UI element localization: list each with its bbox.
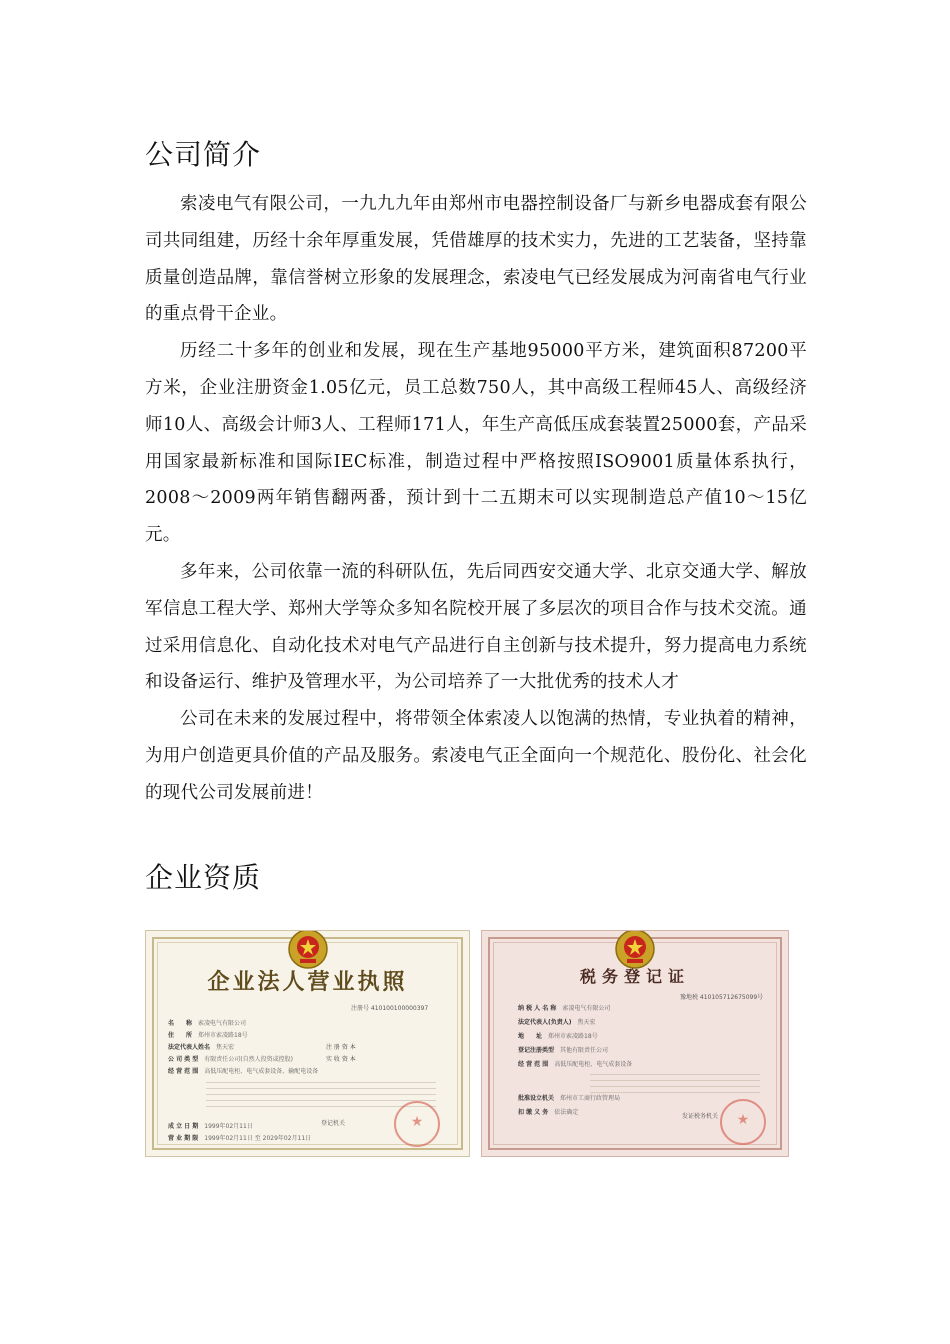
field-row [518,1107,578,1116]
field-label: 扣 缴 义 务 [518,1109,549,1116]
scope-text-lines [590,1069,760,1093]
field-value: 高低压配电柜、电气成套设备、输配电设备 [204,1068,319,1075]
field-value: 焦天宏 [216,1044,235,1051]
field-label: 地 址 [518,1033,543,1040]
date-value: 1999年02月11日 [204,1123,253,1130]
paragraph: 多年来，公司依靠一流的科研队伍，先后同西安交通大学、北京交通大学、解放军信息工程大学、郑州大学等众多知名院校开展了多层次的项目合作与技术交流。通过采用信息化、自动化技术对电气产品进行自主创新与技术提升，努力提高电力系统和设备运行、维护及管理水平，为公司培养了一大批优秀的技术人才 [145,561,807,693]
registration-number: 注册号 410100100000397 [351,1005,429,1012]
certificate-title: 企业法人营业执照 [207,969,408,995]
field-label: 住 所 [168,1032,193,1039]
date-row [168,1133,311,1142]
field-row [518,1059,632,1068]
section-title-company-intro: 公司简介 [145,138,262,171]
official-seal-icon [720,1099,766,1145]
certificate-title: 税务登记证 [579,967,690,986]
field-label: 名 称 [168,1020,193,1027]
field-row [168,1030,248,1039]
field-row [518,1045,608,1054]
scope-text-lines [206,1077,436,1107]
field-row [518,1003,610,1012]
field-value: 其他有限责任公司 [560,1047,609,1054]
tax-registration-image [481,930,789,1157]
field-row [168,1042,234,1051]
tax-number: 豫地税 410105712675099号 [680,994,764,1001]
date-row [168,1121,253,1130]
field-label: 法定代表人姓名 [168,1044,211,1051]
date-value: 1999年02月11日 至 2029年02月11日 [204,1135,312,1142]
field-label: 登记注册类型 [518,1047,555,1054]
field-value: 有限责任公司(自然人投资或控股) [204,1056,293,1063]
field-value: 索凌电气有限公司 [562,1005,611,1012]
section-title-qualifications: 企业资质 [145,861,262,894]
issuing-authority: 发证税务机关 [682,1113,719,1120]
company-intro-body [145,186,807,812]
capital-label: 实 收 资 本 [326,1056,356,1063]
field-value: 焦天宏 [577,1019,596,1026]
field-value: 依法确定 [554,1109,579,1116]
field-label: 法定代表人(负责人) [518,1019,572,1026]
field-row [518,1093,620,1102]
field-label: 公 司 类 型 [168,1056,199,1063]
field-label: 批准设立机关 [518,1095,555,1102]
field-row [168,1054,293,1063]
capital-label: 注 册 资 本 [326,1044,356,1051]
field-value: 高低压配电柜、电气成套设备 [554,1061,633,1068]
field-row [168,1066,318,1075]
paragraph: 索凌电气有限公司，一九九九年由郑州市电器控制设备厂与新乡电器成套有限公司共同组建，历经十余年厚重发展，凭借雄厚的技术实力，先进的工艺装备，坚持靠质量创造品牌，靠信誉树立形象的发展理念，索凌电气已经发展成为河南省电气行业的重点骨干企业。 [145,194,807,325]
paragraph: 公司在未来的发展过程中，将带领全体索凌人以饱满的热情，专业执着的精神，为用户创造更具价值的产品及服务。索凌电气正全面向一个规范化、股份化、社会化的现代公司发展前进！ [145,709,807,803]
field-value: 郑州市索凌路18号 [548,1033,598,1040]
field-row [168,1018,246,1027]
field-label: 经 营 范 围 [518,1061,549,1068]
field-row [518,1017,596,1026]
issuing-authority: 登记机关 [321,1120,346,1127]
field-value: 郑州市索凌路18号 [198,1032,248,1039]
field-value: 索凌电气有限公司 [198,1020,247,1027]
field-label: 经 营 范 围 [168,1068,199,1075]
business-license-image [145,930,470,1157]
field-value: 郑州市工商行政管理局 [560,1095,621,1102]
official-seal-icon [394,1101,440,1147]
field-row [518,1031,598,1040]
paragraph: 历经二十多年的创业和发展，现在生产基地95000平方米，建筑面积87200平方米，企业注册资金1.05亿元，员工总数750人，其中高级工程师45人、高级经济师10人、高级会计师3人、工程师171人，年生产高低压成套装置25000套，产品采用国家最新标准和国际IEC标准，制造过程中严格按照ISO9001质量体系执行，2008～2009两年销售翻两番，预计到十二五期末可以实现制造总产值10～15亿元。 [145,341,807,546]
date-label: 成 立 日 期 [168,1123,199,1130]
field-label: 纳 税 人 名 称 [518,1005,557,1012]
date-label: 营 业 期 限 [168,1135,199,1142]
